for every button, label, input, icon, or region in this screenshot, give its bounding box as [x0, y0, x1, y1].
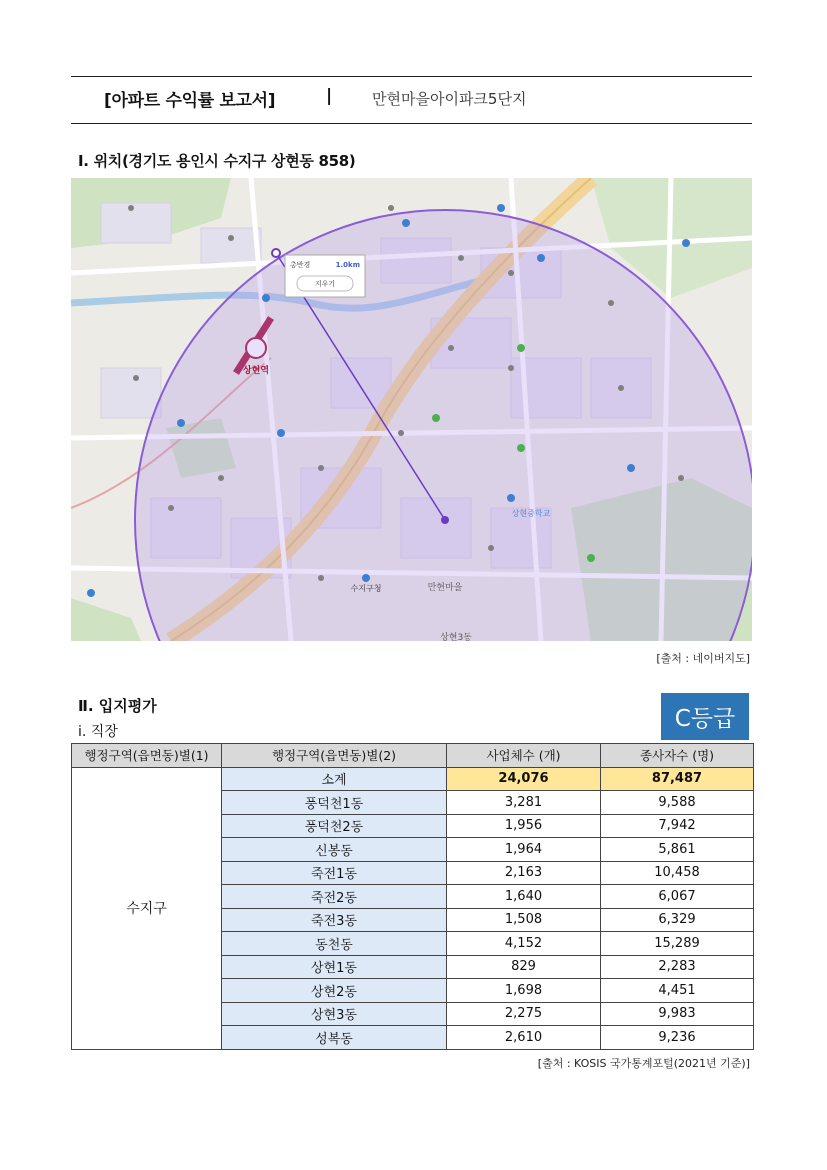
column-header: 종사자수 (명)	[601, 744, 754, 768]
business-count-cell: 1,698	[447, 979, 601, 1003]
business-count-cell: 2,610	[447, 1026, 601, 1050]
business-count-cell: 2,275	[447, 1002, 601, 1026]
table-source: [출처 : KOSIS 국가통계포털(2021년 기준)]	[537, 1057, 750, 1070]
map-source: [출처 : 네이버지도]	[656, 652, 750, 665]
business-count-cell: 4,152	[447, 932, 601, 956]
worker-count-cell: 4,451	[601, 979, 754, 1003]
dong-cell: 죽전3동	[222, 908, 447, 932]
dong-cell: 죽전2동	[222, 885, 447, 909]
column-header: 행정구역(읍면동)별(2)	[222, 744, 447, 768]
distance-popup	[285, 255, 365, 297]
distance-label: 총반경	[290, 261, 311, 269]
table-header-row	[72, 744, 754, 768]
complex-name: 만현마을아이파크5단지	[372, 90, 527, 108]
clear-button-label: 지우기	[314, 280, 336, 288]
worker-count-cell: 15,289	[601, 932, 754, 956]
business-count-cell: 1,508	[447, 908, 601, 932]
station-label: 상현역	[242, 366, 270, 376]
business-count-cell: 3,281	[447, 791, 601, 815]
map-canvas	[71, 178, 752, 641]
grade-badge: C등급	[661, 693, 749, 740]
worker-count-cell: 6,067	[601, 885, 754, 909]
worker-count-cell: 9,983	[601, 1002, 754, 1026]
worker-count-cell: 9,236	[601, 1026, 754, 1050]
column-header: 사업체수 (개)	[447, 744, 601, 768]
section-location-title: Ⅰ. 위치(경기도 용인시 수지구 상현동 858)	[78, 152, 356, 170]
business-count-cell: 24,076	[447, 767, 601, 791]
workplace-table	[71, 743, 754, 1050]
place-label: 상현3동	[440, 633, 472, 641]
dong-cell: 풍덕천2동	[222, 814, 447, 838]
dong-cell: 죽전1동	[222, 861, 447, 885]
dong-cell: 상현3동	[222, 1002, 447, 1026]
worker-count-cell: 10,458	[601, 861, 754, 885]
dong-cell: 상현1동	[222, 955, 447, 979]
region-cell: 수지구	[72, 767, 222, 1049]
distance-value: 1.0km	[335, 261, 360, 269]
worker-count-cell: 87,487	[601, 767, 754, 791]
dong-cell: 성복동	[222, 1026, 447, 1050]
table-row-subtotal	[72, 767, 754, 791]
business-count-cell: 2,163	[447, 861, 601, 885]
dong-cell: 동천동	[222, 932, 447, 956]
worker-count-cell: 7,942	[601, 814, 754, 838]
worker-count-cell: 2,283	[601, 955, 754, 979]
place-label: 수지구청	[350, 584, 382, 593]
header-bottom-rule	[71, 123, 752, 124]
top-rule	[71, 76, 752, 77]
place-label: 상현중학교	[511, 509, 551, 518]
location-map[interactable]	[71, 178, 752, 641]
business-count-cell: 1,956	[447, 814, 601, 838]
column-header: 행정구역(읍면동)별(1)	[72, 744, 222, 768]
dong-cell: 신봉동	[222, 838, 447, 862]
worker-count-cell: 5,861	[601, 838, 754, 862]
center-marker[interactable]	[441, 516, 449, 524]
dong-cell: 상현2동	[222, 979, 447, 1003]
place-label: 만현마을	[427, 583, 463, 593]
business-count-cell: 829	[447, 955, 601, 979]
business-count-cell: 1,964	[447, 838, 601, 862]
worker-count-cell: 6,329	[601, 908, 754, 932]
section-evaluation-title: Ⅱ. 입지평가	[78, 697, 157, 715]
title-separator: |	[326, 86, 333, 106]
worker-count-cell: 9,588	[601, 791, 754, 815]
report-title: [아파트 수익률 보고서]	[104, 91, 276, 111]
dong-cell: 소계	[222, 767, 447, 791]
dong-cell: 풍덕천1동	[222, 791, 447, 815]
radius-endpoint[interactable]	[272, 249, 280, 257]
section-workplace-subtitle: ⅰ. 직장	[78, 724, 118, 740]
business-count-cell: 1,640	[447, 885, 601, 909]
